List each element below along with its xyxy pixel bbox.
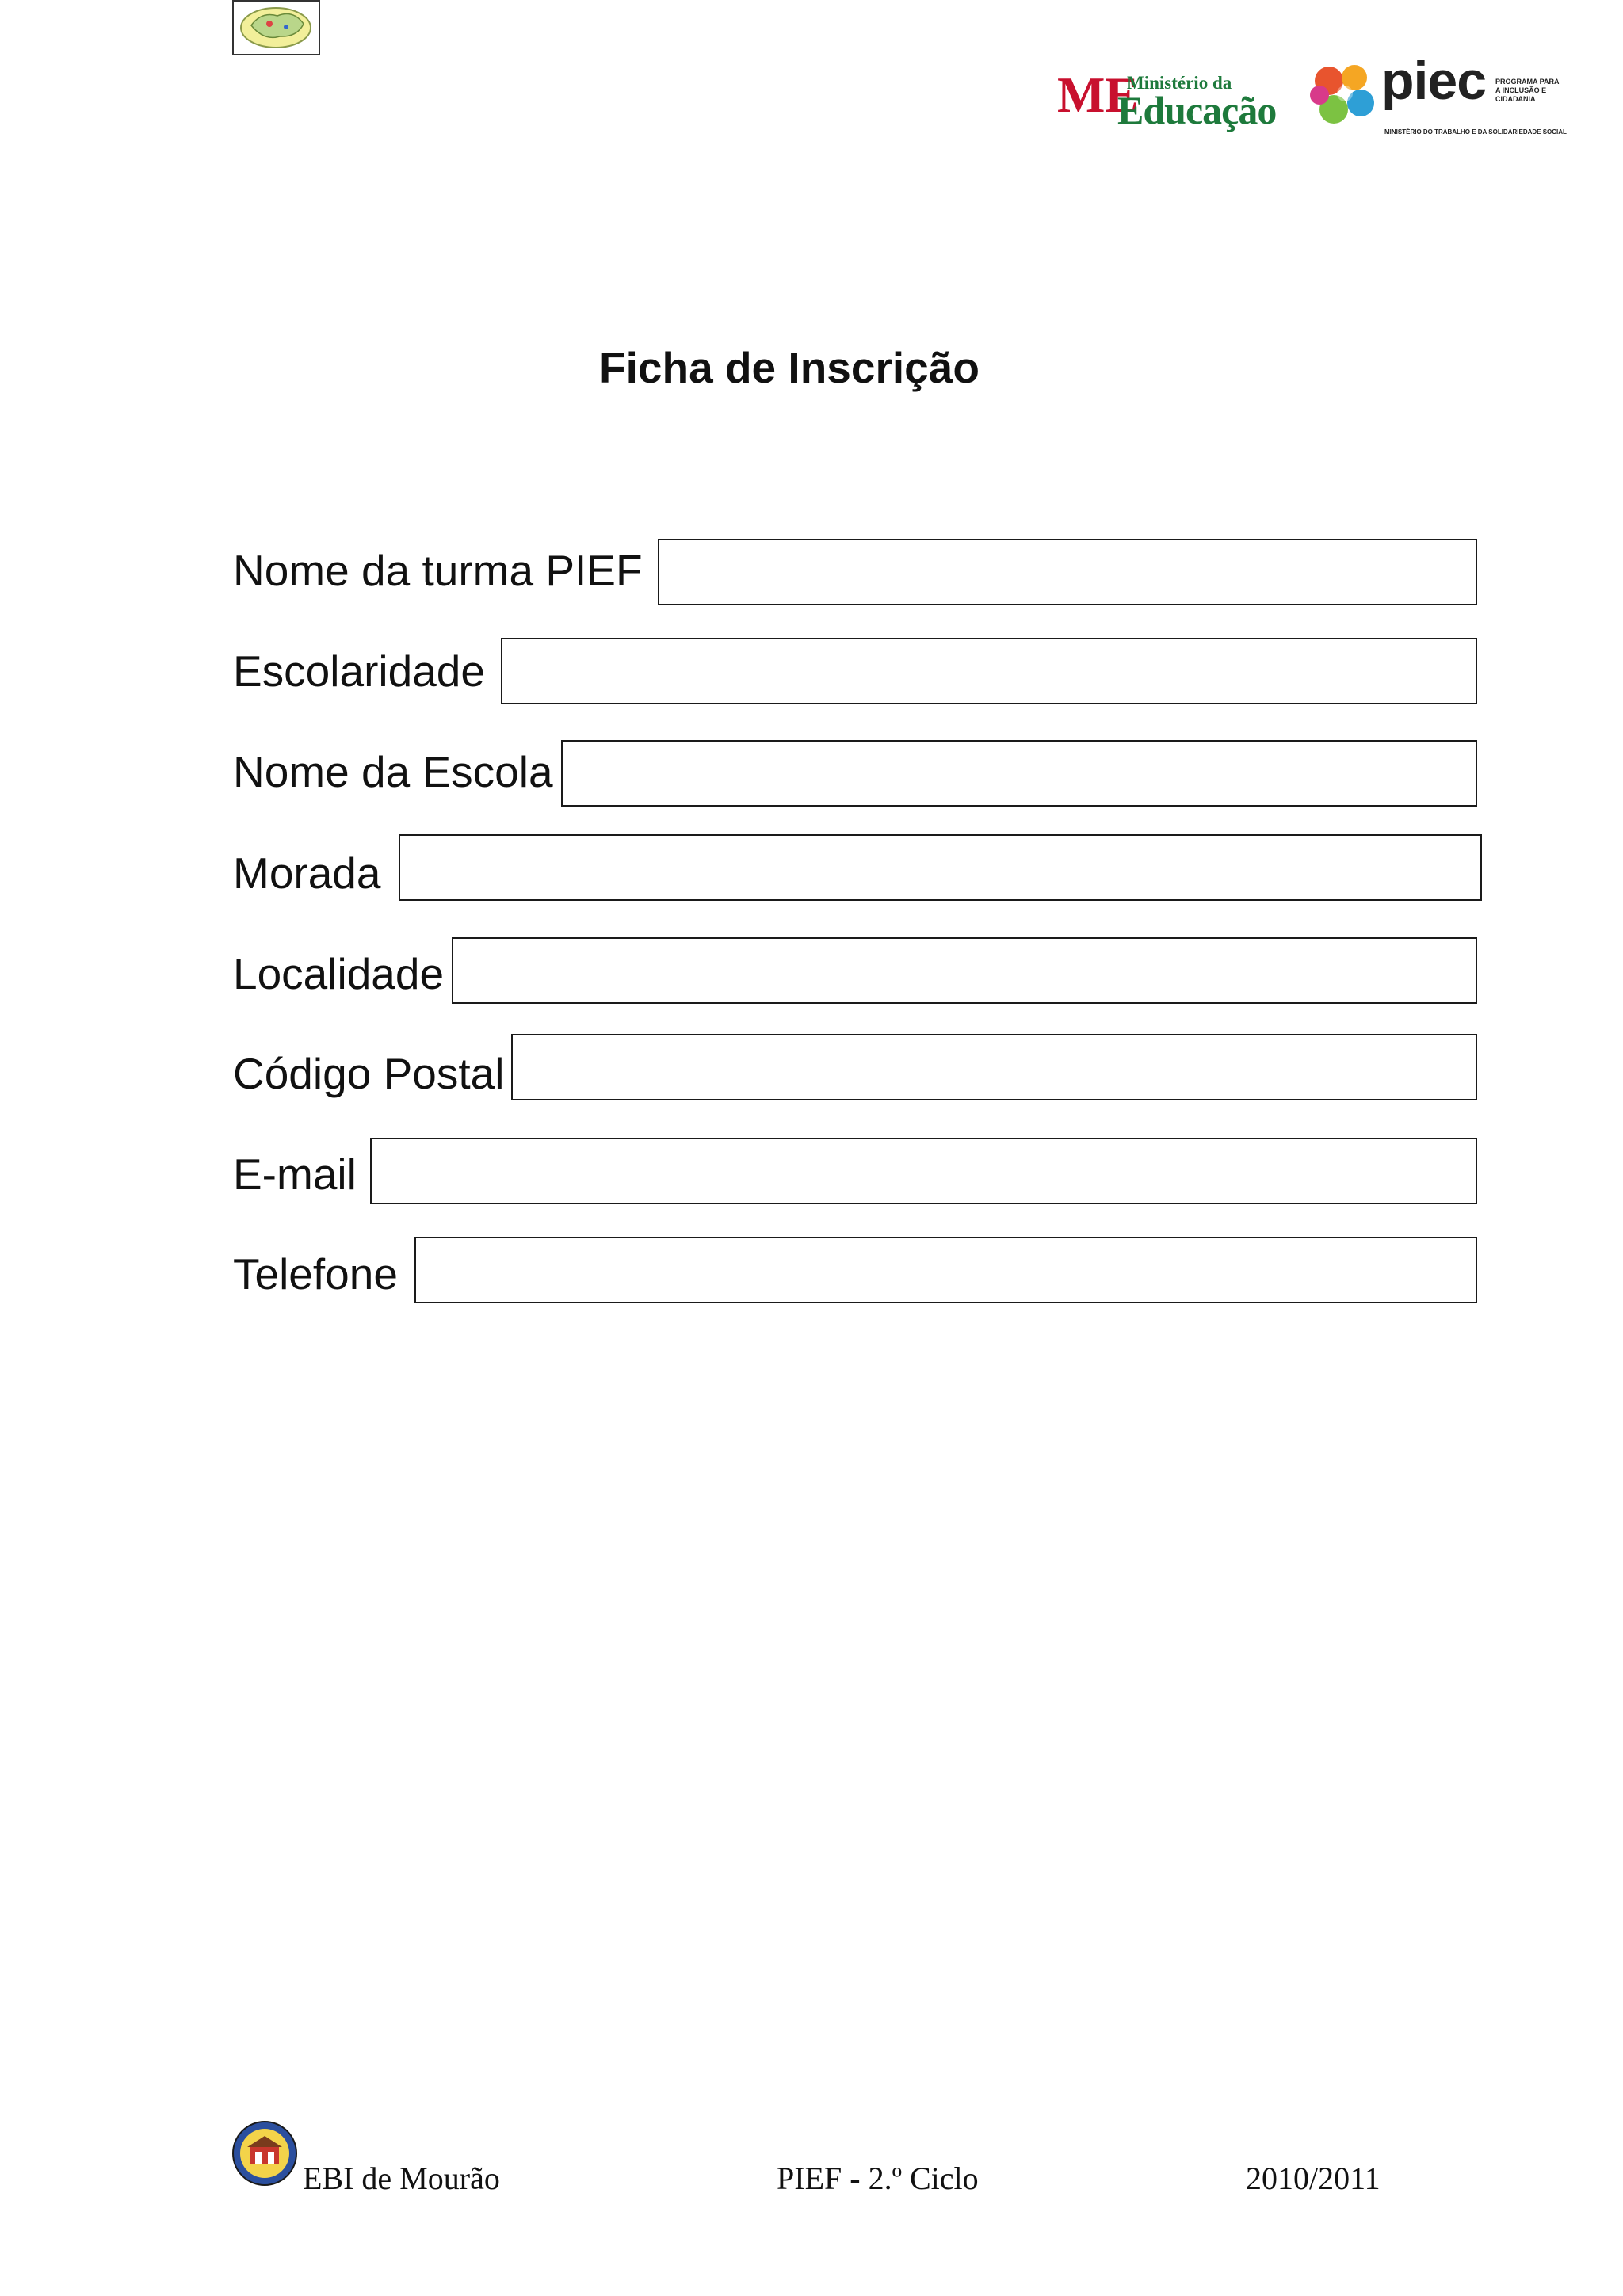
label-nome-escola: Nome da Escola <box>233 747 553 796</box>
input-morada[interactable] <box>399 834 1482 901</box>
piec-logo <box>1305 51 1567 141</box>
label-email: E-mail <box>233 1150 357 1199</box>
label-telefone: Telefone <box>233 1249 398 1299</box>
hands-icon <box>1305 57 1381 133</box>
school-emblem-icon <box>231 2120 298 2187</box>
input-localidade[interactable] <box>452 937 1477 1004</box>
label-escolaridade: Escolaridade <box>233 646 485 696</box>
ministry-logo-line2: Educação <box>1117 88 1277 132</box>
input-codigo-postal[interactable] <box>511 1034 1477 1100</box>
piec-wordmark: piec <box>1381 51 1487 111</box>
page-title-text: Ficha de Inscrição <box>599 343 980 392</box>
footer-year: 2010/2011 <box>1246 2161 1381 2196</box>
label-codigo-postal: Código Postal <box>233 1049 505 1098</box>
piec-ministry-text: MINISTÉRIO DO TRABALHO E DA SOLIDARIEDADE SOCIAL <box>1384 128 1567 135</box>
input-telefone[interactable] <box>414 1237 1477 1303</box>
me-mark: ME <box>1057 67 1140 123</box>
input-nome-turma[interactable] <box>658 539 1477 605</box>
label-morada: Morada <box>233 849 381 898</box>
footer-program: PIEF - 2.º Ciclo <box>777 2161 979 2196</box>
page-title <box>0 342 1623 393</box>
label-nome-turma: Nome da turma PIEF <box>233 546 643 595</box>
footer-school: EBI de Mourão <box>303 2161 500 2196</box>
piec-program-text: PROGRAMA PARA A INCLUSÃO E CIDADANIA <box>1495 78 1560 103</box>
label-localidade: Localidade <box>233 949 445 998</box>
input-email[interactable] <box>370 1138 1477 1204</box>
input-nome-escola[interactable] <box>561 740 1477 807</box>
input-escolaridade[interactable] <box>501 638 1477 704</box>
ministry-logo-line1: Ministério da <box>1127 73 1232 93</box>
school-map-logo <box>232 0 320 55</box>
ministerio-educacao-logo <box>1057 67 1277 132</box>
